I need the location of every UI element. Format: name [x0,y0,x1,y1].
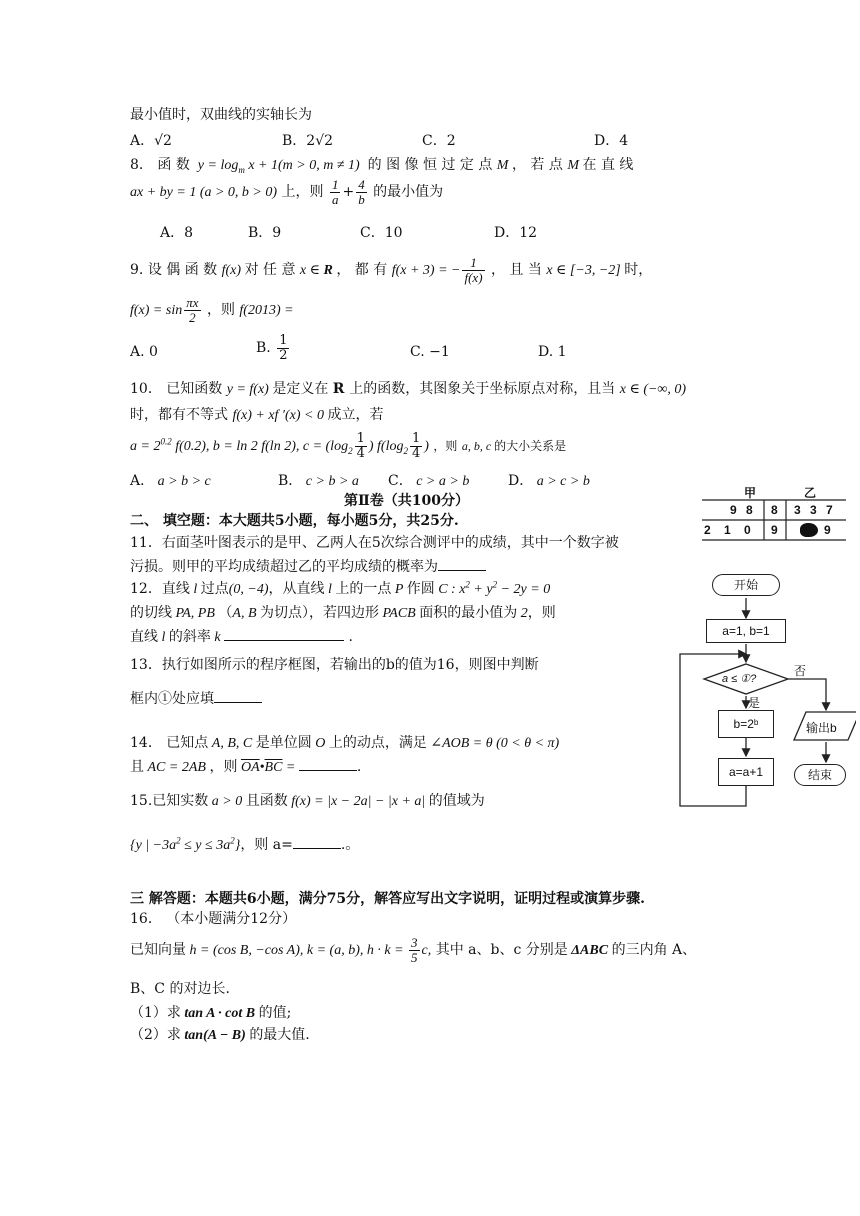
q13-line2: 框内①处应填 [130,688,262,708]
q12-line2: 的切线 PA, PB （A, B 为切点），若四边形 PACB 面积的最小值为 2，则 [130,605,556,621]
q12-line1: 12．直线 l 过点(0, −4)，从直线 l 上的一点 P 作圆 C : $x^2 + y^2 - 2y = 0$ [130,579,551,597]
q8-number: 8． [130,157,153,173]
stem-cell: 8 [771,503,778,517]
flowchart-yes-label: 是 [748,696,761,710]
stem-head-left: 甲 [744,486,757,500]
flowchart-assign-b: b=2ᵇ [718,710,774,738]
q9-number: 9. [130,262,144,279]
leaf-cell: 9 [824,523,831,537]
q15-line1: 15.已知实数 a > 0 且函数 f(x) = |x − 2a| − |x + a| 的值域为 [130,793,485,809]
flowchart-init: a=1, b=1 [706,619,786,643]
flowchart-condition: a ≤ ①? [722,673,757,685]
q11-line1: 11．右面茎叶图表示的是甲、乙两人在5次综合测评中的成绩，其中一个数字被 [130,535,619,551]
q7-option-d: D．4 [594,133,629,149]
flowchart-start: 开始 [712,574,780,596]
q16-part1: （1）求 tan A · cot B 的值; [130,1005,292,1021]
q10-option-c: C． c > a > b [388,473,470,489]
stem-leaf-plot [700,486,848,546]
q8-option-a: A．8 [160,225,194,241]
q16-line1: 已知向量 h = (cos B, −cos A), k = (a, b), h · k = $\frac{3}{5}$ c, 其中 a、b、c 分别是 ΔABC 的三内角 A、 [130,935,697,965]
q15-line2: {y | $-3a^2 \le y \le 3a^2$}，则 a= .。 [130,835,360,853]
q9-option-c: C. −1 [410,344,450,360]
leaf-cell: 2 [704,523,711,537]
q8-formula-1: $y = \log_m x + 1(m > 0$, m ≠ 1) [194,158,364,175]
q10-line1: 10． 已知函数 y = f(x) 是定义在 R 上的函数，其图象关于坐标原点对称，且当 x ∈ (−∞, 0) [130,381,687,397]
q7-option-a: A．√2 [130,133,172,149]
q8-frac-4b: $\frac{4}{b}$ [358,177,365,207]
flowchart-output: 输出b [806,721,837,735]
q14-answer-blank[interactable] [299,758,357,771]
leaf-cell: 0 [744,523,751,537]
q9-option-a: A. 0 [130,344,158,360]
q7-option-b: B．2√2 [282,133,334,149]
flowchart-no-label: 否 [794,664,807,678]
q15-answer-blank[interactable] [293,836,341,849]
q16-part2: （2）求 tan(A − B) 的最大值. [130,1027,310,1043]
q8-line1: 8． 函 数 $y = \log_m x + 1(m > 0$, m ≠ 1) 的 图 像 恒 过 定 点 M ， 若 点 M 在 直 线 [130,157,634,175]
q12-answer-blank[interactable] [224,628,344,641]
q10-number: 10． [130,381,162,397]
q9-line2: f(x) = sin $\frac{\pi x}{2}$ ，则 f(2013) = [130,295,294,325]
section3-heading: 三 解答题：本题共6小题，满分75分，解答应写出文字说明，证明过程或演算步骤. [130,891,645,907]
q9-option-d: D. 1 [538,344,567,360]
leaf-cell: 3 [810,503,817,517]
smudge-mark [800,523,818,537]
q10-option-d: D． a > c > b [508,473,590,489]
q10-option-b: B． c > b > a [278,473,359,489]
q8-option-c: C．10 [360,225,403,241]
stem-head-right: 乙 [804,486,817,500]
leaf-cell: 3 [794,503,801,517]
stem-cell: 9 [771,523,778,537]
q16-line2: B、C 的对边长. [130,981,230,997]
leaf-cell: 9 [730,503,737,517]
flowchart-end: 结束 [794,764,846,786]
section2-heading: 二、 填空题：本大题共5小题，每小题5分，共25分. [130,513,459,529]
q13-line1: 13．执行如图所示的程序框图，若输出的b的值为16，则图中判断 [130,657,539,673]
q10-line3: $a = 2^{0.2}$ f(0.2), b = ln 2 f(ln 2), $c = (\log_2$ $\frac{1}{4}$ ) $f(\log_2$ $\frac{1}{4}$ ) ，则 a, b, c 的大小关系是 [130,431,567,461]
q7-option-c: C．2 [422,133,456,149]
q16-title: 16． （本小题满分12分） [130,911,297,927]
q8-frac-1a: $\frac{1}{a}$ [331,177,339,207]
q10-line2: 时，都有不等式 f(x) + xf ′(x) < 0 成立，若 [130,407,384,423]
q12-line3: 直线 l 的斜率 k . [130,629,354,645]
q10-option-a: A． a > b > c [130,473,211,489]
leaf-cell: 1 [724,523,731,537]
q8-formula-2: ax + by = 1 (a > 0, b > 0) [130,185,278,201]
q8-option-b: B．9 [248,225,282,241]
q13-answer-blank[interactable] [214,690,262,703]
flowchart-increment: a=a+1 [718,758,774,786]
q14-line1: 14． 已知点 A, B, C 是单位圆 O 上的动点，满足 ∠AOB = θ (0 < θ < π) [130,735,560,751]
q11-answer-blank[interactable] [438,558,486,571]
q9-line1: 9. 设 偶 函 数 f(x) 对 任 意 x ∈ R ， 都 有 f(x + 3) = − $\frac{1}{f(x)}$ ， 且 当 x ∈ [−3, −2] 时， [130,255,653,285]
q7-tail: 最小值时，双曲线的实轴长为 [130,107,312,123]
part2-title: 第Ⅱ卷（共100分） [344,493,470,509]
q11-line2: 污损。则甲的平均成绩超过乙的平均成绩的概率为 [130,556,486,576]
q8-line2: ax + by = 1 (a > 0, b > 0) 上，则 $\frac{1}{a}$ + $\frac{4}{b}$ 的最小值为 [130,177,444,207]
q9-option-b: B. $\frac{1}{2}$ [256,333,288,363]
q14-line2: 且 AC = 2AB ，则 $\overline{OA}•\overline{BC}$ = . [130,759,362,775]
leaf-cell: 8 [746,503,753,517]
flowchart-lines [676,570,856,830]
q8-option-d: D．12 [494,225,538,241]
leaf-cell: 7 [826,503,833,517]
